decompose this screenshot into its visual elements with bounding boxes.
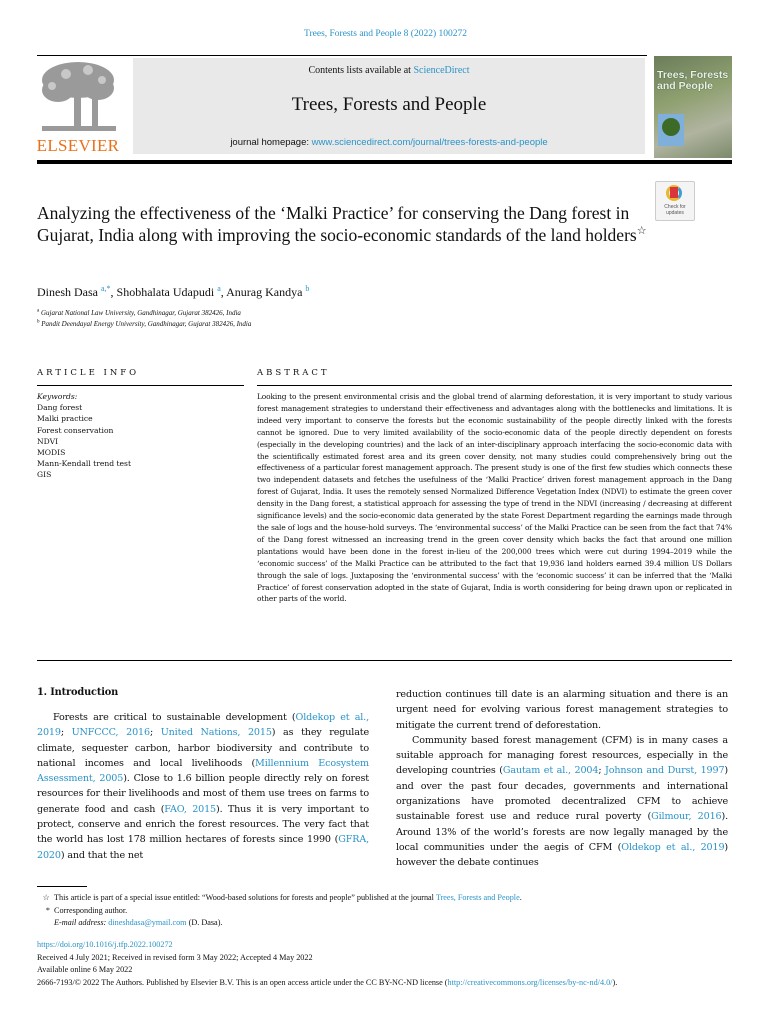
author-affiliation-mark[interactable]: b [305, 284, 310, 293]
contents-line [133, 64, 645, 77]
elsevier-wordmark: ELSEVIER [36, 136, 120, 155]
keyword-item: MODIS [37, 448, 66, 458]
author-name[interactable]: Shobhalata Udapudi [116, 285, 215, 299]
affiliation-list [37, 308, 637, 330]
author-name[interactable]: Anurag Kandya [226, 285, 303, 299]
received-dates: Received 4 July 2021; Received in revised form 3 May 2022; Accepted 4 May 2022 [37, 952, 313, 962]
citation-link[interactable]: GFRA, 2020 [37, 834, 369, 861]
article-info-heading: ARTICLE INFO [37, 368, 140, 378]
elsevier-logo[interactable] [36, 58, 120, 156]
journal-reference-link[interactable]: Trees, Forests and People 8 (2022) 100272 [304, 29, 467, 39]
affiliation-item: $^a$ Gujarat National Law University, Gandhinagar, Gujarat 382426, India [37, 308, 241, 317]
citation-link[interactable]: Gautam et al., 2004 [502, 765, 599, 777]
sciencedirect-link[interactable]: ScienceDirect [413, 65, 470, 76]
keyword-item: NDVI [37, 436, 59, 446]
footnote-special-issue: ☆ This article is part of a special issue entitled: “Wood-based solutions for forests and people” published at the journal Trees, Forests and People. [42, 893, 522, 902]
abstract-heading: ABSTRACT [257, 368, 330, 378]
citation-link[interactable]: Johnson and Durst, 1997 [605, 765, 725, 777]
homepage-prefix: journal homepage: [230, 137, 312, 148]
cover-title: Trees, Forests and People [657, 69, 729, 92]
contents-prefix: Contents lists available at [308, 65, 414, 76]
license-statement: 2666-7193/© 2022 The Authors. Published by Elsevier B.V. This is an open access article under the CC BY-NC-ND license (http://creativecommons.org/licenses/by-nc-nd/4.0/). [37, 977, 618, 987]
citation-link[interactable]: United Nations, 2015 [160, 727, 272, 739]
citation-link[interactable]: Millennium Ecosystem Assessment, 2005 [37, 757, 369, 785]
title-footnote-star[interactable]: ☆ [636, 225, 647, 238]
check-updates-label: Check for updates [664, 204, 686, 216]
keywords-section [37, 391, 244, 481]
keyword-item: Dang forest [37, 403, 83, 413]
abstract-body: Looking to the present environmental crisis and the global trend of alarming deforestation, it is very important to study various forest management strategies to understand their effectiveness and advantages along with the bottlenecks and limitations. It is indeed very important to conserve the forests but the economic sustainability of the people directly linked with the forests cannot be ignored. Due to very limited availability of the socio-economic data of the people directly dependent on forests (especially in the developing countries) and the lack of an inter-disciplinary approach interfacing the socio-economic data with the scientifically estimated forest area and its green cover density, not many studies could comprehensively bring out the effectiveness of a particular forest management approach. The present study is one of the first few studies which connects these two independent datasets and fetches the usefulness of the ‘Malki Practice’ driven forest management approach in the Dang forest of Gujarat, India. It uses the remotely sensed Normalized Difference Vegetation Index (NDVI) to estimate the green cover density in the Dang forest, a statistical approach for assessing the type of trend in the NDVI (increasing / decreasing at different significance levels) and the socio-economic data generated by the state Forest Department regarding the earnings made through the sale of logs and the house-hold surveys. The ‘environmental success’ of the Malki Practice can be seen from the fact that 74% of the Dang forest witnessed an increasing trend in the green cover density which backs the fact that around one million plantations would have been done in the forest in-lieu of the 200,000 trees which were cut during 1994–2019 while the ‘economic success’ of the Malki Practice can be attributed to the fact that 19,936 land holders earned 39.4 million US Dollars through the sale of logs. Juxtaposing the ‘environmental success’ with the ‘economic success’ it can be inferred that the ‘Malki Practice’ of forest conservation adopted in the state of Gujarat, India is worth considering for being drawn upon or replicated in other parts of the world. [257, 392, 732, 604]
license-link[interactable]: http://creativecommons.org/licenses/by-nc-nd/4.0/ [447, 977, 613, 987]
abstract-rule [257, 385, 732, 386]
footnote-rule [37, 886, 87, 887]
article-title: Analyzing the effectiveness of the ‘Malki Practice’ for conserving the Dang forest in Gujarat, India along with improving the socio-economic standards of the land holders☆ [37, 203, 647, 245]
body-column-right [396, 687, 728, 871]
abstract-end-rule [37, 660, 732, 661]
email-link[interactable]: dineshdasa@ymail.com [108, 918, 187, 927]
footnote-email: E-mail address: dineshdasa@ymail.com (D. Dasa). [54, 918, 223, 927]
available-online: Available online 6 May 2022 [37, 965, 133, 975]
keyword-item: GIS [37, 470, 52, 480]
journal-link[interactable]: Trees, Forests and People [435, 893, 520, 902]
journal-homepage-link[interactable]: www.sciencedirect.com/journal/trees-forests-and-people [311, 137, 548, 148]
affiliation-item: $^b$ Pandit Deendayal Energy University, Gandhinagar, Gujarat 382426, India [37, 319, 252, 328]
keyword-item: Forest conservation [37, 425, 114, 435]
keywords-label: Keywords: [37, 392, 78, 401]
header-top-rule [37, 55, 647, 56]
author-affiliation-mark[interactable]: a,* [100, 284, 111, 293]
citation-link[interactable]: Oldekop et al., 2019 [621, 841, 725, 853]
footnotes [37, 892, 737, 930]
bookmark-icon [670, 187, 678, 198]
body-paragraph: Community based forest management (CFM) is in many cases a suitable approach for managing forest resources, especially in the developing countries (Gautam et al., 2004; Johnson and Durst, 1997) and over the past four decades, governments and international organizations have promoted decentralized CFM to achieve sustainable forest use and reduce rural poverty (Gilmour, 2016). Around 13% of the world’s forests are now legally managed by the local communities under the aegis of CFM (Oldekop et al., 2019) however the debate continues [396, 734, 728, 869]
citation-link[interactable]: FAO, 2015 [164, 803, 217, 815]
doi-link[interactable]: https://doi.org/10.1016/j.tfp.2022.100272 [37, 940, 173, 949]
body-paragraph: reduction continues till date is an alarming situation and there is an urgent need for evolving various forest management strategies to mitigate the current trend of deforestation. [396, 689, 728, 731]
article-info-rule [37, 385, 244, 386]
publication-info [37, 939, 737, 989]
footnote-corresponding: * Corresponding author. [45, 905, 128, 915]
keyword-item: Malki practice [37, 414, 93, 424]
check-for-updates-button[interactable] [655, 181, 695, 221]
cover-tree-icon [658, 114, 684, 146]
body-paragraph: Forests are critical to sustainable development (Oldekop et al., 2019; UNFCCC, 2016; United Nations, 2015) as they regulate climate, sequester carbon, harbor biodiversity and contribute to national incomes and local livelihoods (Millennium Ecosystem Assessment, 2005). Close to 1.6 billion people directly rely on forest resources for their livelihoods and most of them use trees on farms to generate food and cash (FAO, 2015). Thus it is very important to protect, conserve and enrich the forest resources. The very fact that the world has lost 178 million hectares of forests since 1990 (GFRA, 2020) and that the net [37, 712, 369, 861]
author-name[interactable]: Dinesh Dasa [37, 285, 98, 299]
journal-homepage-line [133, 137, 645, 149]
author-list: Dinesh Dasa $^{a,*}$, Shobhalata Udapudi $^a$, Anurag Kandya $^b$ [37, 284, 310, 299]
journal-name: Trees, Forests and People [291, 94, 487, 115]
body-column-left [37, 687, 369, 871]
citation-link[interactable]: Oldekop et al., 2019 [37, 712, 369, 739]
author-affiliation-mark[interactable]: a [217, 284, 221, 293]
journal-cover-thumbnail[interactable] [654, 56, 732, 158]
citation-link[interactable]: Gilmour, 2016 [651, 811, 722, 823]
keyword-item: Mann-Kendall trend test [37, 459, 131, 469]
header-bottom-rule [37, 160, 732, 164]
citation-link[interactable]: UNFCCC, 2016 [71, 727, 150, 739]
tree-icon [36, 58, 120, 134]
section-heading-introduction: 1. Introduction [37, 687, 119, 698]
